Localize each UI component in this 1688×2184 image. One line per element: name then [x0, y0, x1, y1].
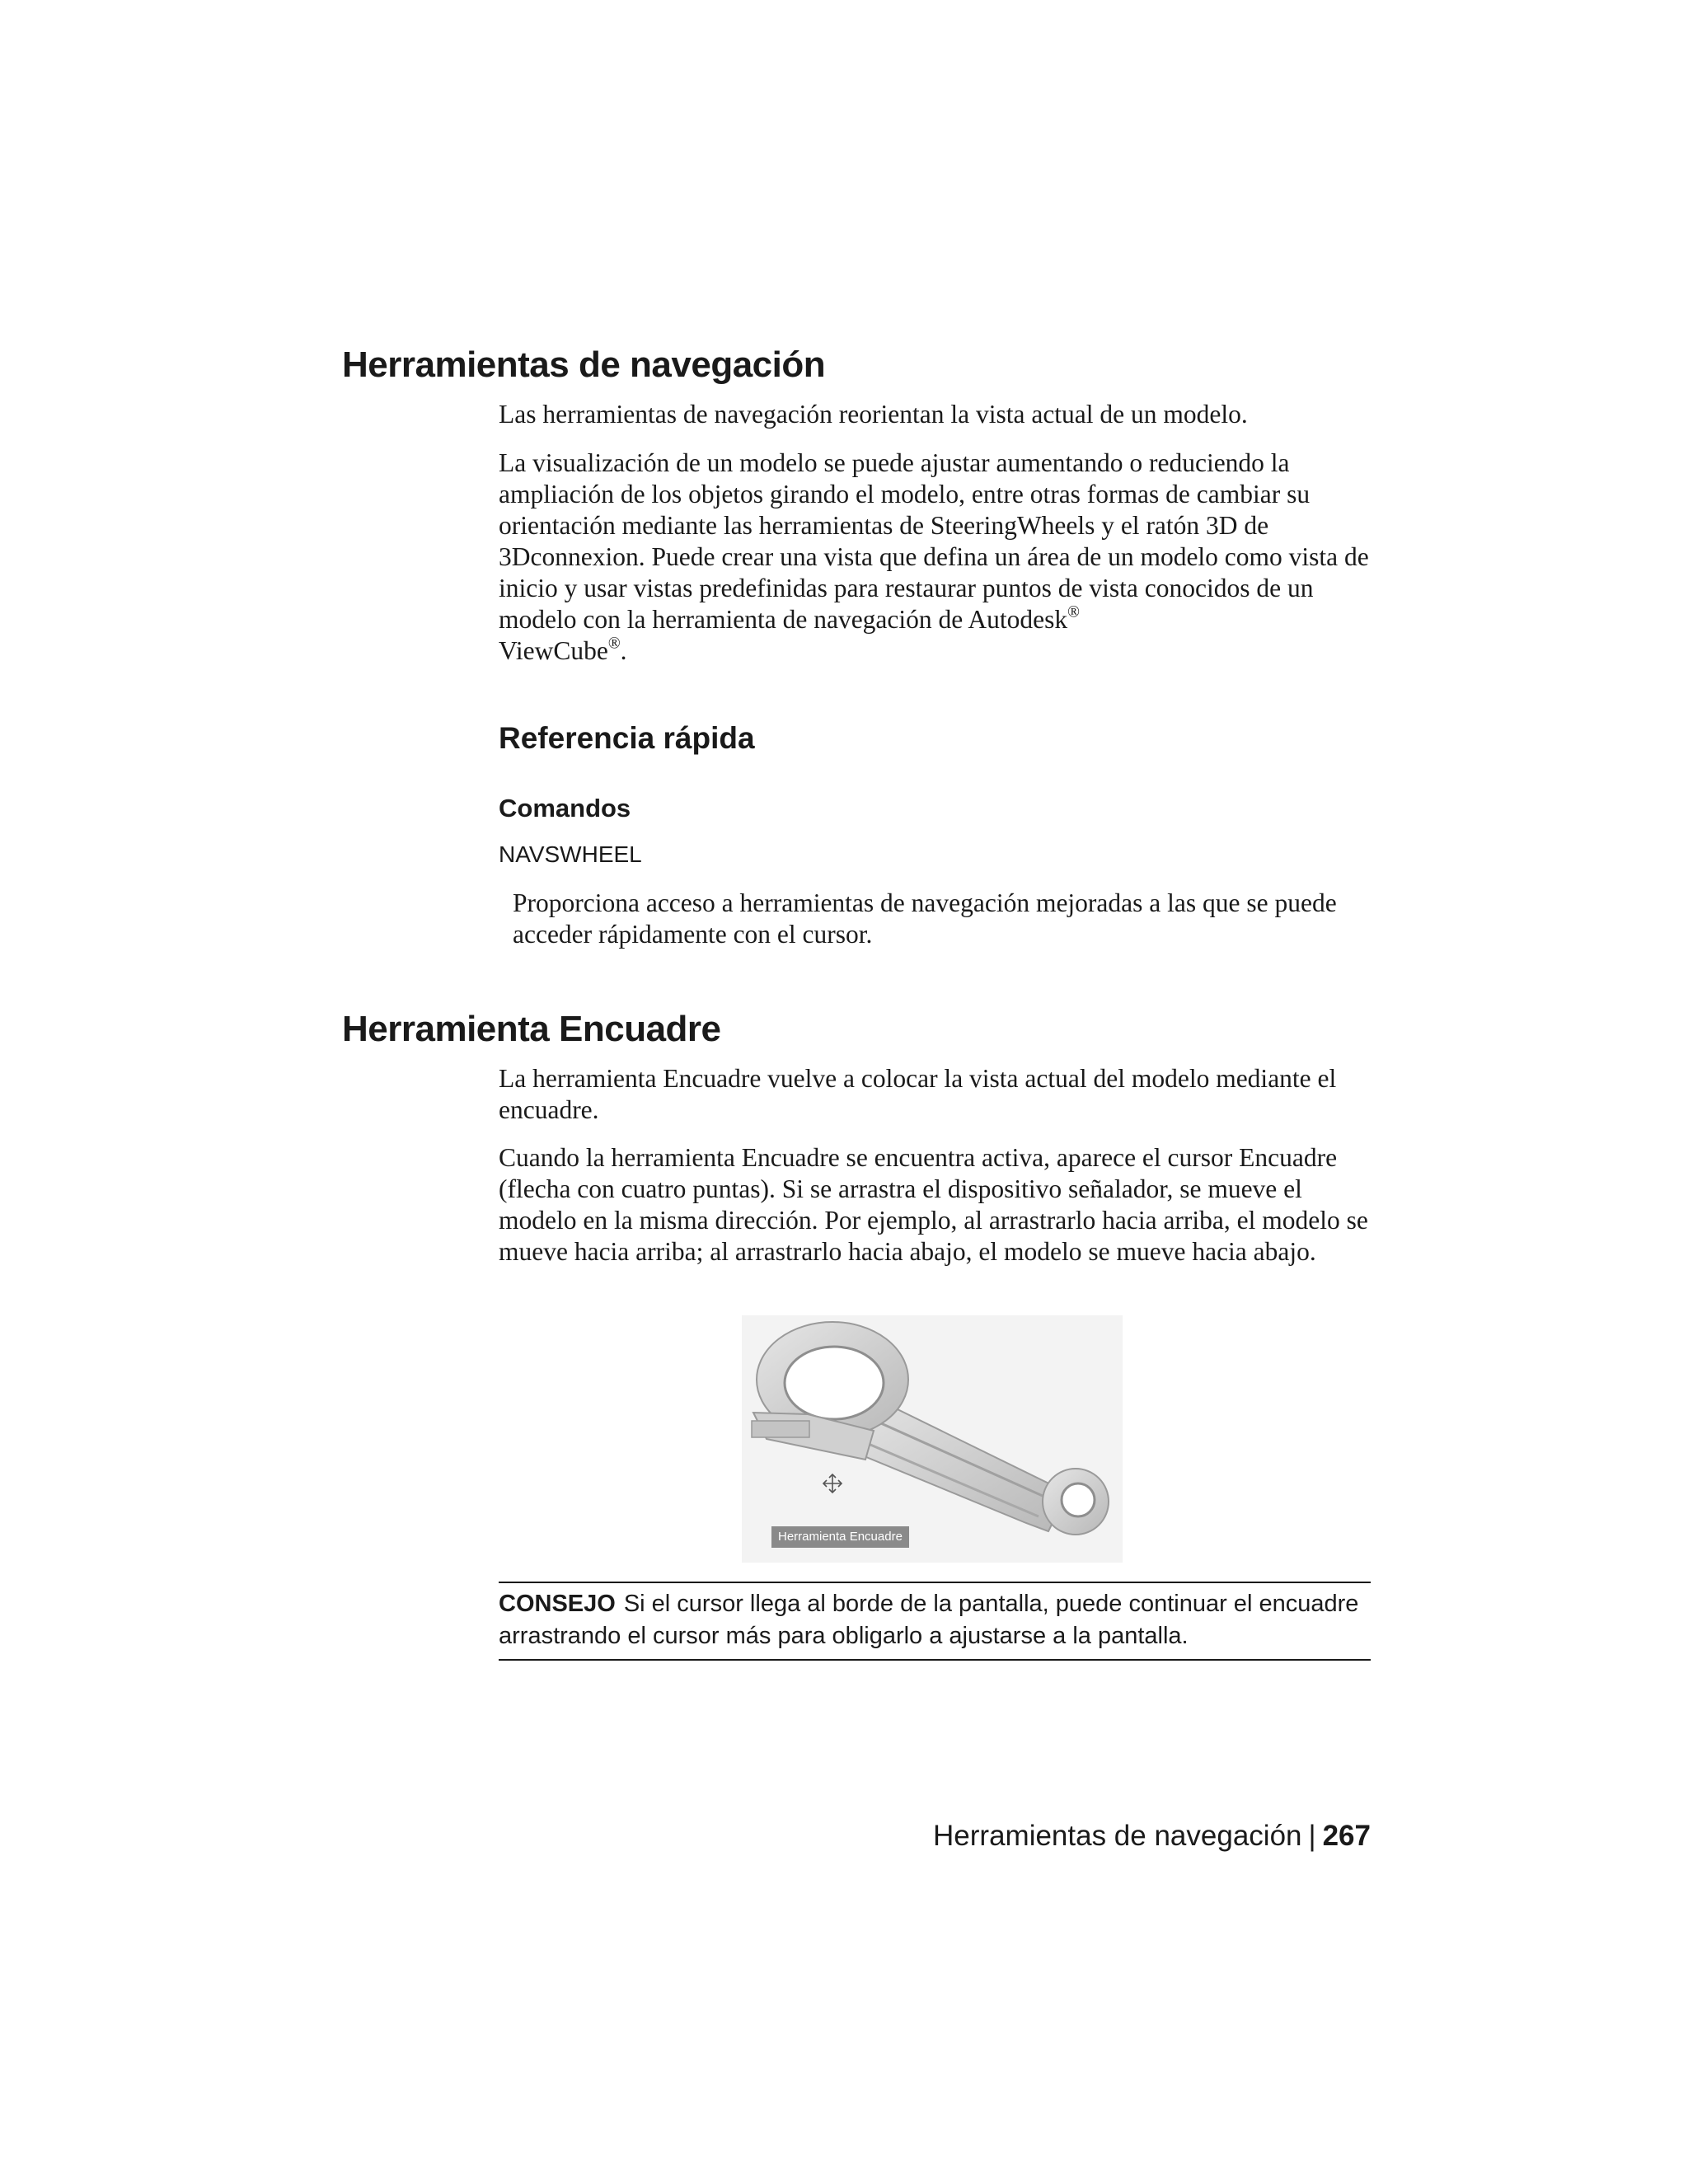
viewcube-text: ViewCube [499, 636, 608, 665]
pan-tool-figure [742, 1315, 1123, 1563]
footer-separator: | [1308, 1820, 1316, 1852]
page-number: 267 [1322, 1820, 1371, 1852]
registered-mark-2: ® [607, 635, 621, 653]
registered-mark: ® [1067, 603, 1080, 621]
navigation-description-text: La visualización de un modelo se puede ajustar aumentando o reduciendo la ampliación de los objetos girando el modelo, entre otras formas de cambiar su orientación mediante las herramientas de SteeringWheels y el ratón 3D de 3Dconnexion. Puede crear una vista que defina un área de un modelo como vista de inicio y usar vistas predefinidas para restaurar puntos de vista conocidos de un modelo con la herramienta de navegación de Autodesk [499, 448, 1369, 634]
period: . [620, 636, 627, 665]
commands-heading: Comandos [499, 794, 631, 823]
pan-description-paragraph: Cuando la herramienta Encuadre se encuentra activa, aparece el cursor Encuadre (flecha con cuatro puntas). Si se arrastra el dispositivo señalador, se mueve el modelo en la misma dirección. Por ejemplo, al arrastrarlo hacia arriba, el modelo se mueve hacia arriba; al arrastrarlo hacia abajo, el modelo se mueve hacia abajo. [499, 1143, 1368, 1266]
tip-keyword: CONSEJO [499, 1591, 616, 1617]
intro-paragraph: Las herramientas de navegación reorientan la vista actual de un modelo. [499, 400, 1248, 429]
quick-reference-heading: Referencia rápida [499, 721, 755, 755]
connecting-rod-illustration [742, 1315, 1123, 1563]
section-title-pan: Herramienta Encuadre [342, 1009, 721, 1049]
pan-intro-paragraph: La herramienta Encuadre vuelve a colocar la vista actual del modelo mediante el encuadre. [499, 1064, 1337, 1124]
navigation-description-paragraph [499, 448, 1372, 667]
tip-box [499, 1582, 1371, 1661]
page-footer [933, 1820, 1371, 1853]
tip-paragraph [499, 1583, 1371, 1652]
tip-text: Si el cursor llega al borde de la pantalla, puede continuar el encuadre arrastrando el cursor más para obligarlo a ajustarse a la pantalla. [499, 1591, 1359, 1649]
figure-tooltip-label: Herramienta Encuadre [771, 1526, 909, 1548]
command-name: NAVSWHEEL [499, 841, 642, 867]
command-description: Proporciona acceso a herramientas de navegación mejoradas a las que se puede acceder rápidamente con el cursor. [513, 888, 1337, 949]
section-title-navigation: Herramientas de navegación [342, 344, 826, 385]
footer-chapter-title: Herramientas de navegación [933, 1820, 1302, 1852]
